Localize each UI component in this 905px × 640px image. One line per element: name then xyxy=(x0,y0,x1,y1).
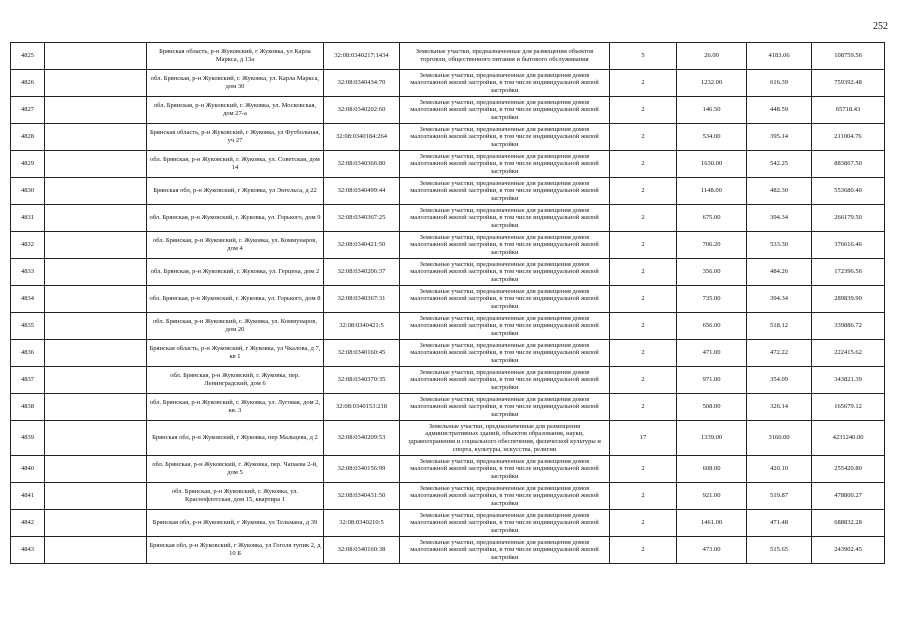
row-number-cell: 4829 xyxy=(11,151,45,178)
use-group-cell: 2 xyxy=(610,286,677,313)
land-use-cell: Земельные участки, предназначенные для размещения домов малоэтажной жилой застройки, в том числе индивидуальной жилой застройки xyxy=(400,286,610,313)
cadastral-value-cell: 688832.28 xyxy=(812,510,885,537)
table-row xyxy=(11,232,885,259)
blank-cell xyxy=(45,483,147,510)
specific-value-cell: 542.25 xyxy=(747,151,812,178)
row-number-cell: 4841 xyxy=(11,483,45,510)
row-number-cell: 4826 xyxy=(11,70,45,97)
use-group-cell: 2 xyxy=(610,367,677,394)
row-number-cell: 4842 xyxy=(11,510,45,537)
cadastral-number-cell: 32:08:0340160:45 xyxy=(324,340,400,367)
table-row xyxy=(11,340,885,367)
cadastral-number-cell: 32:08:0340366:80 xyxy=(324,151,400,178)
cadastral-value-cell: 172396.56 xyxy=(812,259,885,286)
address-cell: обл. Брянская, р-н Жуковский, г. Жуковка, ул. Горького, дом 8 xyxy=(147,286,324,313)
specific-value-cell: 394.34 xyxy=(747,205,812,232)
row-number-cell: 4833 xyxy=(11,259,45,286)
address-cell: Брянская обл, р-н Жуковский, г Жуковка, ул Гоголя тупик 2, д 10 Б xyxy=(147,537,324,564)
area-cell: 1461.00 xyxy=(677,510,747,537)
blank-cell xyxy=(45,367,147,394)
address-cell: Брянская обл, р-н Жуковский, г Жуковка, пер Мальцева, д 2 xyxy=(147,421,324,456)
address-cell: Брянская обл, р-н Жуковский, г Жуковка, ул Энгельса, д 22 xyxy=(147,178,324,205)
cadastral-value-cell: 266179.50 xyxy=(812,205,885,232)
table-row xyxy=(11,178,885,205)
address-cell: обл. Брянская, р-н Жуковский, г. Жуковка, ул. Краснофлотская, дом 15, квартира 1 xyxy=(147,483,324,510)
use-group-cell: 2 xyxy=(610,178,677,205)
row-number-cell: 4837 xyxy=(11,367,45,394)
specific-value-cell: 472.22 xyxy=(747,340,812,367)
address-cell: обл. Брянская, р-н Жуковский, г. Жуковка, пер. Чапаева 2-й, дом 5 xyxy=(147,456,324,483)
area-cell: 471.00 xyxy=(677,340,747,367)
use-group-cell: 2 xyxy=(610,483,677,510)
table-row xyxy=(11,421,885,456)
land-use-cell: Земельные участки, предназначенные для размещения домов малоэтажной жилой застройки, в том числе индивидуальной жилой застройки xyxy=(400,510,610,537)
blank-cell xyxy=(45,97,147,124)
cadastral-number-cell: 32:08:0340156:99 xyxy=(324,456,400,483)
cadastral-value-cell: 108759.56 xyxy=(812,43,885,70)
cadastral-value-cell: 4231240.00 xyxy=(812,421,885,456)
cadastral-number-cell: 32:08:0340421:5 xyxy=(324,313,400,340)
address-cell: обл. Брянская, р-н Жуковский, г. Жуковка, ул. Герцена, дом 2 xyxy=(147,259,324,286)
address-cell: Брянская область, р-н Жуковский, г Жуковка, ул Чкалова, д 7, кв 1 xyxy=(147,340,324,367)
table-row xyxy=(11,394,885,421)
use-group-cell: 2 xyxy=(610,394,677,421)
cadastral-value-cell: 759392.48 xyxy=(812,70,885,97)
area-cell: 1232.00 xyxy=(677,70,747,97)
cadastral-value-cell: 478800.27 xyxy=(812,483,885,510)
cadastral-number-cell: 32:08:0340367:31 xyxy=(324,286,400,313)
area-cell: 608.00 xyxy=(677,456,747,483)
address-cell: Брянская область, р-н Жуковский, г Жуковка, ул Карла Маркса, д 13а xyxy=(147,43,324,70)
table-row xyxy=(11,367,885,394)
specific-value-cell: 518.12 xyxy=(747,313,812,340)
cadastral-value-cell: 165679.12 xyxy=(812,394,885,421)
area-cell: 1339.00 xyxy=(677,421,747,456)
area-cell: 735.00 xyxy=(677,286,747,313)
table-row xyxy=(11,483,885,510)
area-cell: 26.00 xyxy=(677,43,747,70)
cadastral-number-cell: 32:08:0340184:264 xyxy=(324,124,400,151)
land-use-cell: Земельные участки, предназначенные для размещения объектов торговли, общественного питания и бытового обслуживания xyxy=(400,43,610,70)
land-use-cell: Земельные участки, предназначенные для размещения домов малоэтажной жилой застройки, в том числе индивидуальной жилой застройки xyxy=(400,232,610,259)
row-number-cell: 4832 xyxy=(11,232,45,259)
table-row xyxy=(11,205,885,232)
cadastral-number-cell: 32:08:0340153:218 xyxy=(324,394,400,421)
specific-value-cell: 482.30 xyxy=(747,178,812,205)
address-cell: обл. Брянская, р-н Жуковский, г. Жуковка, пер. Ленинградский, дом 6 xyxy=(147,367,324,394)
cadastral-number-cell: 32:08:0340434:70 xyxy=(324,70,400,97)
use-group-cell: 2 xyxy=(610,151,677,178)
area-cell: 921.00 xyxy=(677,483,747,510)
specific-value-cell: 484.26 xyxy=(747,259,812,286)
blank-cell xyxy=(45,286,147,313)
use-group-cell: 2 xyxy=(610,124,677,151)
use-group-cell: 2 xyxy=(610,340,677,367)
cadastral-value-cell: 243902.45 xyxy=(812,537,885,564)
table-row xyxy=(11,43,885,70)
row-number-cell: 4840 xyxy=(11,456,45,483)
blank-cell xyxy=(45,394,147,421)
specific-value-cell: 519.87 xyxy=(747,483,812,510)
cadastral-value-cell: 222415.62 xyxy=(812,340,885,367)
land-use-cell: Земельные участки, предназначенные для размещения домов малоэтажной жилой застройки, в том числе индивидуальной жилой застройки xyxy=(400,70,610,97)
blank-cell xyxy=(45,456,147,483)
blank-cell xyxy=(45,43,147,70)
land-use-cell: Земельные участки, предназначенные для размещения домов малоэтажной жилой застройки, в том числе индивидуальной жилой застройки xyxy=(400,178,610,205)
area-cell: 473.00 xyxy=(677,537,747,564)
land-use-cell: Земельные участки, предназначенные для размещения административных зданий, объектов образования, науки, здравоохранения и социального обеспечения, физической культуры и спорта, культуры, искусства, религии xyxy=(400,421,610,456)
specific-value-cell: 3160.00 xyxy=(747,421,812,456)
row-number-cell: 4834 xyxy=(11,286,45,313)
use-group-cell: 2 xyxy=(610,259,677,286)
use-group-cell: 2 xyxy=(610,70,677,97)
blank-cell xyxy=(45,313,147,340)
area-cell: 1148.00 xyxy=(677,178,747,205)
blank-cell xyxy=(45,205,147,232)
specific-value-cell: 354.09 xyxy=(747,367,812,394)
row-number-cell: 4838 xyxy=(11,394,45,421)
use-group-cell: 2 xyxy=(610,232,677,259)
area-cell: 356.00 xyxy=(677,259,747,286)
table-row xyxy=(11,286,885,313)
cadastral-number-cell: 32:08:0340421:50 xyxy=(324,232,400,259)
area-cell: 675.00 xyxy=(677,205,747,232)
land-use-cell: Земельные участки, предназначенные для размещения домов малоэтажной жилой застройки, в том числе индивидуальной жилой застройки xyxy=(400,97,610,124)
specific-value-cell: 326.14 xyxy=(747,394,812,421)
specific-value-cell: 471.48 xyxy=(747,510,812,537)
blank-cell xyxy=(45,259,147,286)
blank-cell xyxy=(45,124,147,151)
cadastral-value-cell: 65718.43 xyxy=(812,97,885,124)
specific-value-cell: 420.10 xyxy=(747,456,812,483)
table-row xyxy=(11,259,885,286)
cadastral-value-cell: 343821.39 xyxy=(812,367,885,394)
use-group-cell: 2 xyxy=(610,313,677,340)
use-group-cell: 2 xyxy=(610,97,677,124)
table-row xyxy=(11,124,885,151)
table-row xyxy=(11,70,885,97)
table-row xyxy=(11,456,885,483)
address-cell: обл. Брянская, р-н Жуковский, г. Жуковка, ул. Луговая, дом 2, кв. 3 xyxy=(147,394,324,421)
use-group-cell: 2 xyxy=(610,537,677,564)
row-number-cell: 4836 xyxy=(11,340,45,367)
land-use-cell: Земельные участки, предназначенные для размещения домов малоэтажной жилой застройки, в том числе индивидуальной жилой застройки xyxy=(400,483,610,510)
table-row xyxy=(11,510,885,537)
row-number-cell: 4830 xyxy=(11,178,45,205)
address-cell: обл. Брянская, р-н Жуковский, г. Жуковка, ул. Московская, дом 27-а xyxy=(147,97,324,124)
specific-value-cell: 515.65 xyxy=(747,537,812,564)
cadastral-value-cell: 883867.50 xyxy=(812,151,885,178)
page-number: 252 xyxy=(873,21,888,32)
use-group-cell: 5 xyxy=(610,43,677,70)
area-cell: 706.20 xyxy=(677,232,747,259)
address-cell: Брянская обл, р-н Жуковский, г Жуковка, ул Тельмана, д 39 xyxy=(147,510,324,537)
specific-value-cell: 616.39 xyxy=(747,70,812,97)
specific-value-cell: 394.34 xyxy=(747,286,812,313)
table-body xyxy=(11,43,885,564)
address-cell: обл. Брянская, р-н Жуковский, г. Жуковка, ул. Горького, дом 9 xyxy=(147,205,324,232)
blank-cell xyxy=(45,510,147,537)
cadastral-value-cell: 553680.40 xyxy=(812,178,885,205)
row-number-cell: 4827 xyxy=(11,97,45,124)
row-number-cell: 4839 xyxy=(11,421,45,456)
land-use-cell: Земельные участки, предназначенные для размещения домов малоэтажной жилой застройки, в том числе индивидуальной жилой застройки xyxy=(400,205,610,232)
blank-cell xyxy=(45,340,147,367)
cadastral-number-cell: 32:08:0340202:60 xyxy=(324,97,400,124)
table-row xyxy=(11,151,885,178)
cadastral-number-cell: 32:08:0340431:50 xyxy=(324,483,400,510)
land-use-cell: Земельные участки, предназначенные для размещения домов малоэтажной жилой застройки, в том числе индивидуальной жилой застройки xyxy=(400,124,610,151)
land-use-cell: Земельные участки, предназначенные для размещения домов малоэтажной жилой застройки, в том числе индивидуальной жилой застройки xyxy=(400,340,610,367)
cadastral-number-cell: 32:08:0340206:37 xyxy=(324,259,400,286)
cadastral-number-cell: 32:08:0340217:1434 xyxy=(324,43,400,70)
use-group-cell: 2 xyxy=(610,205,677,232)
land-use-cell: Земельные участки, предназначенные для размещения домов малоэтажной жилой застройки, в том числе индивидуальной жилой застройки xyxy=(400,456,610,483)
land-use-cell: Земельные участки, предназначенные для размещения домов малоэтажной жилой застройки, в том числе индивидуальной жилой застройки xyxy=(400,537,610,564)
blank-cell xyxy=(45,232,147,259)
row-number-cell: 4835 xyxy=(11,313,45,340)
use-group-cell: 2 xyxy=(610,456,677,483)
address-cell: обл. Брянская, р-н Жуковский, г. Жуковка, ул. Коммунаров, дом 4 xyxy=(147,232,324,259)
specific-value-cell: 533.30 xyxy=(747,232,812,259)
specific-value-cell: 448.59 xyxy=(747,97,812,124)
cadastral-value-cell: 289839.90 xyxy=(812,286,885,313)
table-row xyxy=(11,97,885,124)
land-use-cell: Земельные участки, предназначенные для размещения домов малоэтажной жилой застройки, в том числе индивидуальной жилой застройки xyxy=(400,259,610,286)
cadastral-number-cell: 32:08:0340499:44 xyxy=(324,178,400,205)
cadastral-number-cell: 32:08:0340209:53 xyxy=(324,421,400,456)
land-registry-table xyxy=(10,42,885,564)
address-cell: Брянская область, р-н Жуковский, г Жуковка, ул Футбольная, уч 27 xyxy=(147,124,324,151)
area-cell: 1630.00 xyxy=(677,151,747,178)
use-group-cell: 17 xyxy=(610,421,677,456)
address-cell: обл. Брянская, р-н Жуковский, г. Жуковка, ул. Карла Маркса, дом 30 xyxy=(147,70,324,97)
cadastral-number-cell: 32:08:0340160:38 xyxy=(324,537,400,564)
area-cell: 534.00 xyxy=(677,124,747,151)
area-cell: 971.00 xyxy=(677,367,747,394)
area-cell: 656.00 xyxy=(677,313,747,340)
cadastral-value-cell: 376616.46 xyxy=(812,232,885,259)
row-number-cell: 4843 xyxy=(11,537,45,564)
use-group-cell: 2 xyxy=(610,510,677,537)
cadastral-number-cell: 32:08:0340210:5 xyxy=(324,510,400,537)
blank-cell xyxy=(45,178,147,205)
address-cell: обл. Брянская, р-н Жуковский, г. Жуковка, ул. Коммунаров, дом 20 xyxy=(147,313,324,340)
cadastral-value-cell: 339886.72 xyxy=(812,313,885,340)
row-number-cell: 4831 xyxy=(11,205,45,232)
blank-cell xyxy=(45,70,147,97)
area-cell: 146.50 xyxy=(677,97,747,124)
land-use-cell: Земельные участки, предназначенные для размещения домов малоэтажной жилой застройки, в том числе индивидуальной жилой застройки xyxy=(400,151,610,178)
cadastral-number-cell: 32:08:0340370:35 xyxy=(324,367,400,394)
specific-value-cell: 395.14 xyxy=(747,124,812,151)
land-use-cell: Земельные участки, предназначенные для размещения домов малоэтажной жилой застройки, в том числе индивидуальной жилой застройки xyxy=(400,367,610,394)
cadastral-value-cell: 255420.80 xyxy=(812,456,885,483)
blank-cell xyxy=(45,151,147,178)
area-cell: 508.00 xyxy=(677,394,747,421)
specific-value-cell: 4183.06 xyxy=(747,43,812,70)
blank-cell xyxy=(45,537,147,564)
table-row xyxy=(11,537,885,564)
cadastral-value-cell: 211004.76 xyxy=(812,124,885,151)
address-cell: обл. Брянская, р-н Жуковский, г. Жуковка, ул. Советская, дом 14 xyxy=(147,151,324,178)
row-number-cell: 4828 xyxy=(11,124,45,151)
table-row xyxy=(11,313,885,340)
cadastral-number-cell: 32:08:0340367:25 xyxy=(324,205,400,232)
blank-cell xyxy=(45,421,147,456)
row-number-cell: 4825 xyxy=(11,43,45,70)
land-use-cell: Земельные участки, предназначенные для размещения домов малоэтажной жилой застройки, в том числе индивидуальной жилой застройки xyxy=(400,394,610,421)
land-use-cell: Земельные участки, предназначенные для размещения домов малоэтажной жилой застройки, в том числе индивидуальной жилой застройки xyxy=(400,313,610,340)
